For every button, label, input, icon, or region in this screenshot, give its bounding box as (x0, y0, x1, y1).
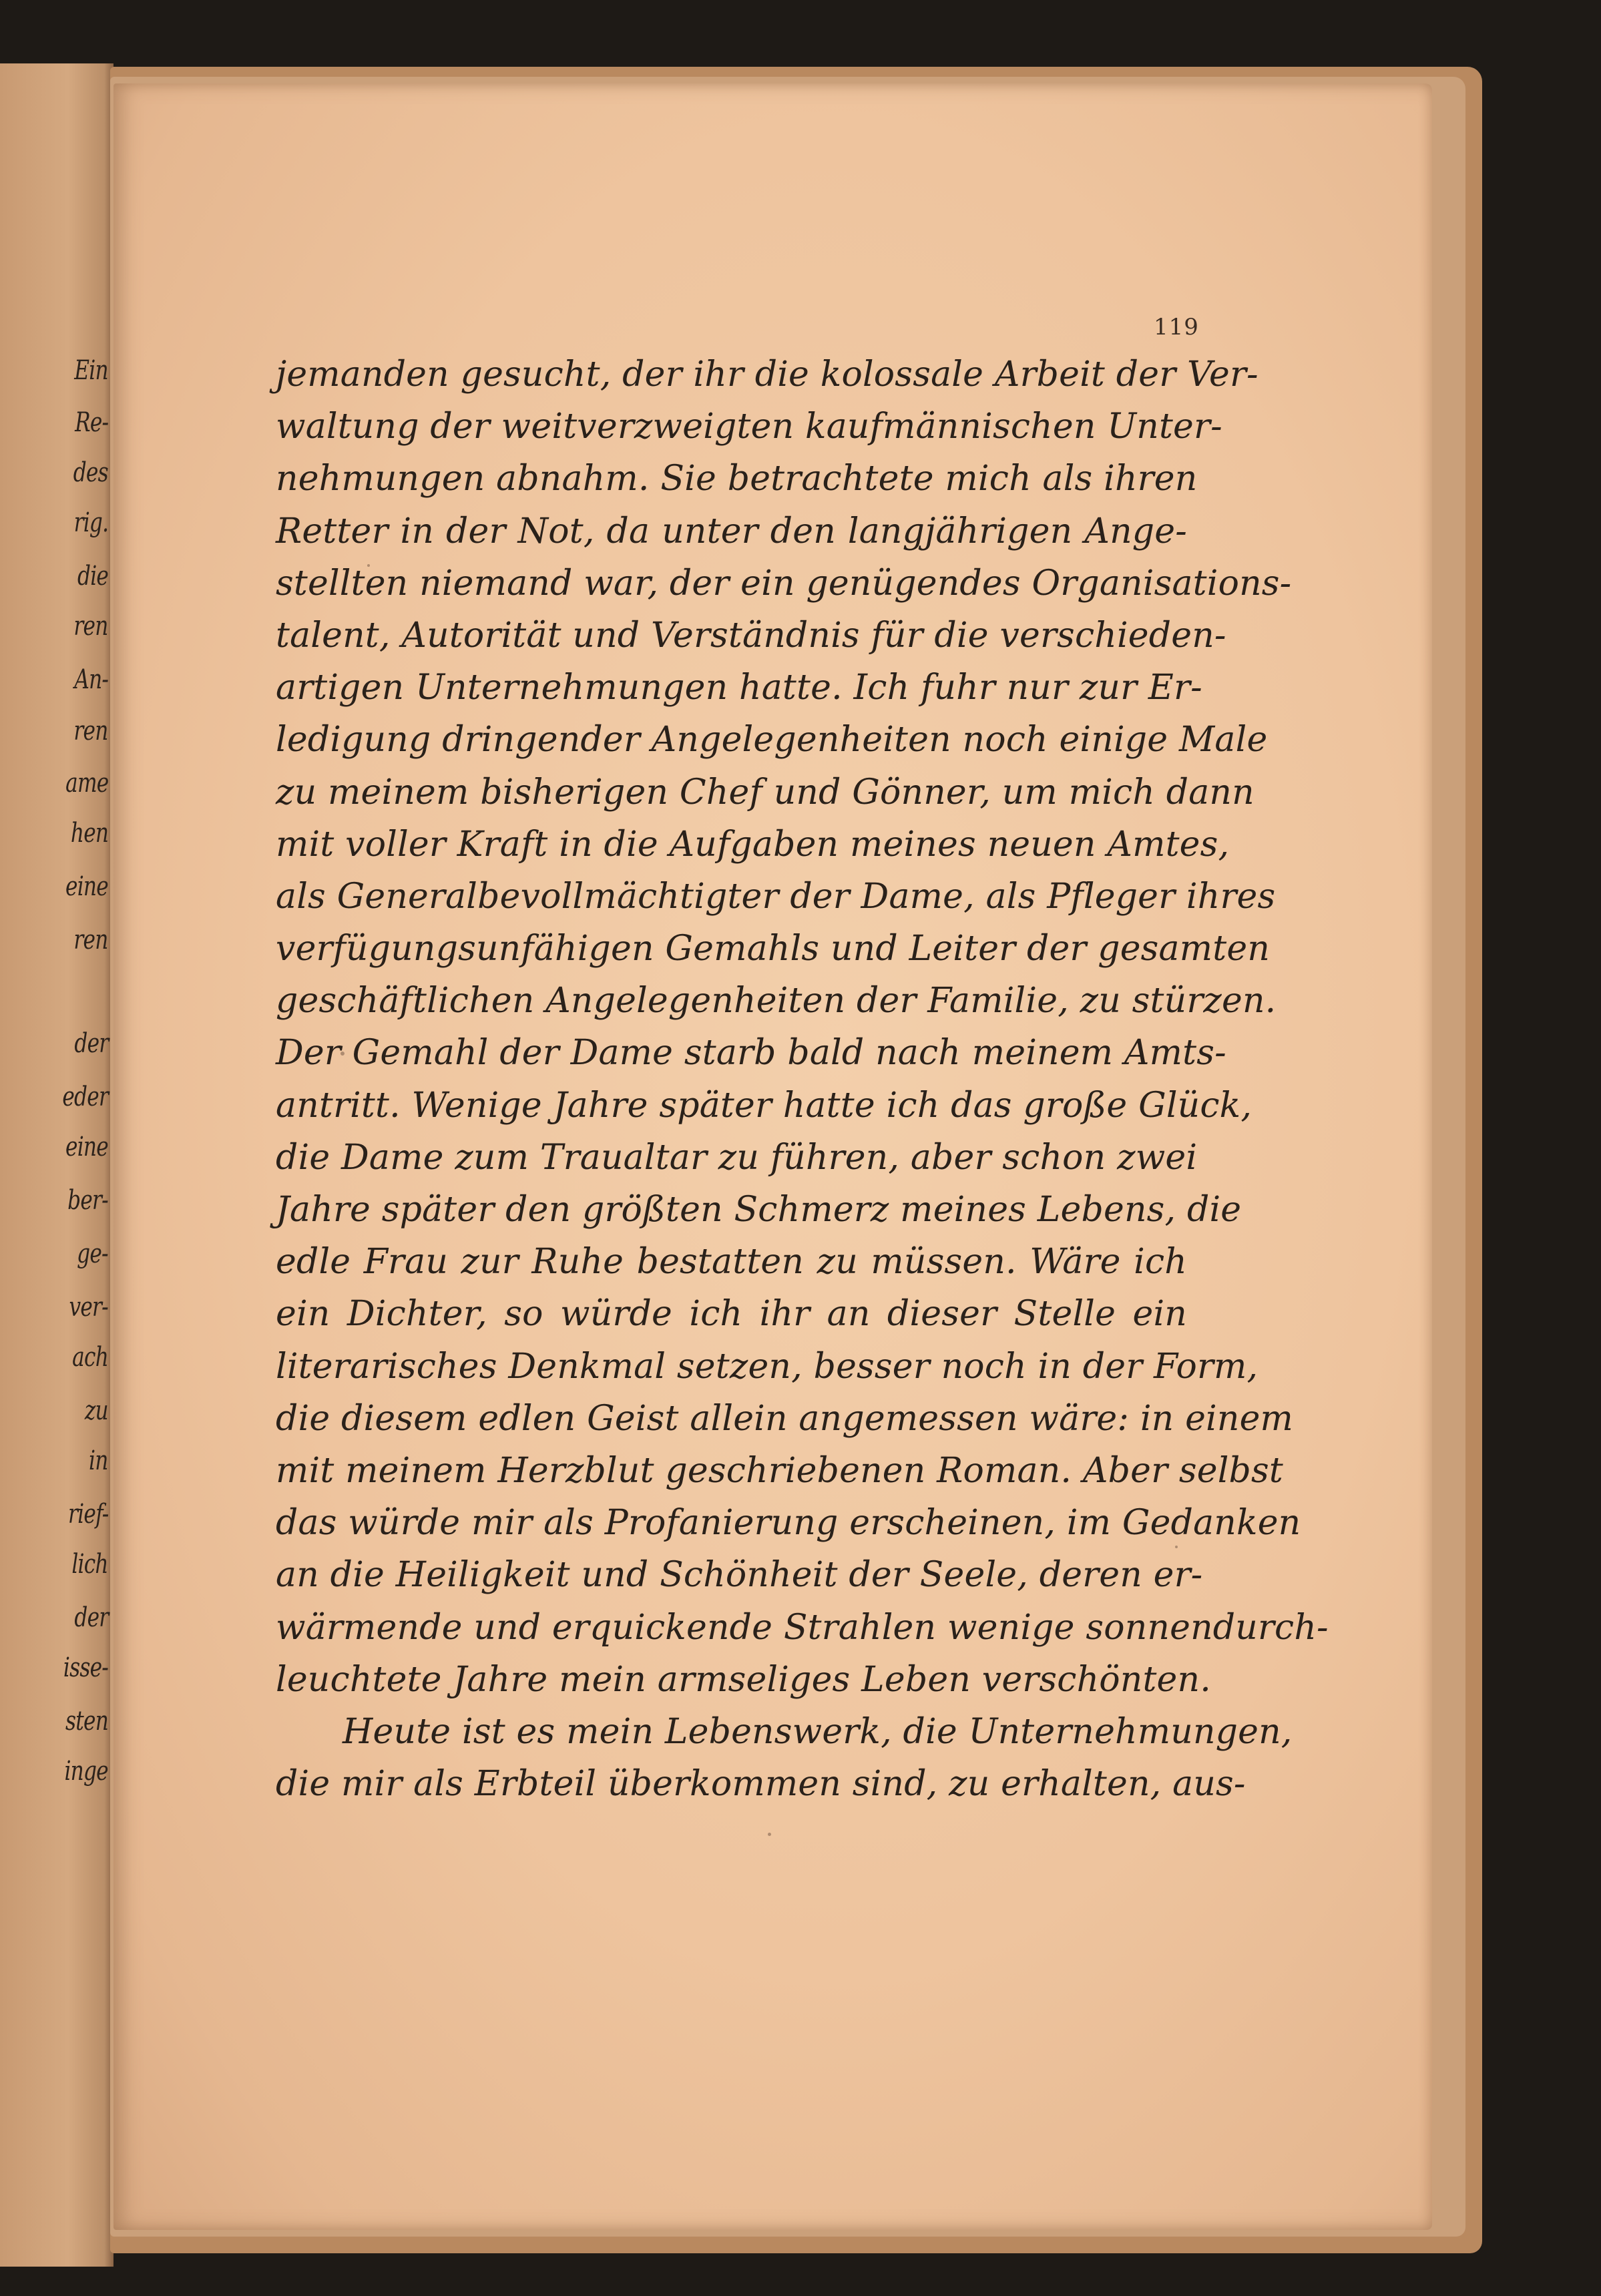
page-number: 119 (1154, 314, 1199, 340)
text-line: verfügungsunfähigen Gemahls und Leiter der gesamten (276, 929, 1271, 969)
text-line: mit voller Kraft in die Aufgaben meines neuen Amtes, (276, 824, 1230, 865)
previous-page-fragment: lich (71, 1549, 108, 1580)
text-line: Heute ist es mein Lebenswerk, die Unternehmungen, (342, 1711, 1293, 1752)
previous-page-fragment: ver- (69, 1292, 108, 1323)
text-line: Der Gemahl der Dame starb bald nach meinem Amts- (276, 1033, 1226, 1074)
previous-page-fragment: ren (73, 611, 108, 642)
text-line: die diesem edlen Geist allein angemessen wäre: in einem (276, 1398, 1294, 1439)
text-line: mit meinem Herzblut geschriebenen Roman. Aber selbst (276, 1450, 1284, 1491)
previous-page-fragment: isse- (63, 1652, 108, 1683)
text-line: waltung der weitverzweigten kaufmännischen Unter- (276, 407, 1222, 447)
previous-page-fragment: eine (65, 871, 108, 902)
text-line: artigen Unternehmungen hatte. Ich fuhr nur zur Er- (276, 668, 1202, 708)
previous-page-fragment: ge- (77, 1238, 108, 1269)
previous-page-fragment: Re- (74, 407, 108, 438)
text-line: ein Dichter, so würde ich ihr an dieser Stelle ein (276, 1294, 1187, 1335)
text-line: antritt. Wenige Jahre später hatte ich das große Glück, (276, 1085, 1252, 1126)
text-line: nehmungen abnahm. Sie betrachtete mich als ihren (276, 459, 1198, 499)
text-line: leuchtete Jahre mein armseliges Leben verschönten. (276, 1659, 1211, 1700)
previous-page-fragment: eder (62, 1082, 108, 1112)
previous-page-fragment: rief- (67, 1499, 108, 1530)
text-line: talent, Autorität und Verständnis für die verschieden- (276, 615, 1226, 656)
previous-page-fragment: ach (72, 1342, 108, 1373)
text-line: geschäftlichen Angelegenheiten der Familie, zu stürzen. (276, 981, 1277, 1021)
text-line: die mir als Erbteil überkommen sind, zu erhalten, aus- (276, 1764, 1246, 1805)
previous-page-fragment: ren (73, 716, 108, 746)
previous-page-fragment: inge (64, 1756, 108, 1787)
body-text (276, 349, 1329, 1810)
text-line: Retter in der Not, da unter den langjährigen Ange- (276, 511, 1187, 551)
text-line: literarisches Denkmal setzen, besser noch in der Form, (276, 1346, 1259, 1387)
previous-page-fragment: hen (70, 818, 108, 849)
previous-page-fragment: ren (73, 925, 108, 955)
text-line: stellten niemand war, der ein genügendes Organisations- (276, 563, 1292, 604)
previous-page-fragment: zu (85, 1395, 108, 1426)
text-line: jemanden gesucht, der ihr die kolossale Arbeit der Ver- (276, 355, 1259, 395)
text-line: als Generalbevollmächtigter der Dame, als Pfleger ihres (276, 876, 1276, 917)
previous-page-fragment: des (73, 457, 108, 488)
text-line: an die Heiligkeit und Schönheit der Seele, deren er- (276, 1555, 1203, 1596)
previous-page-fragment: der (73, 1602, 108, 1633)
text-line: edle Frau zur Ruhe bestatten zu müssen. Wäre ich (276, 1242, 1187, 1283)
previous-page-edge (0, 63, 113, 2267)
text-line: wärmende und erquickende Strahlen wenige sonnendurch- (276, 1607, 1329, 1648)
previous-page-fragment: rig. (73, 507, 108, 538)
previous-page-fragment: sten (65, 1706, 108, 1737)
text-line: zu meinem bisherigen Chef und Gönner, um mich dann (276, 772, 1254, 813)
text-line: ledigung dringender Angelegenheiten noch einige Male (276, 720, 1268, 760)
previous-page-text-fragments (1, 63, 108, 2267)
previous-page-fragment: Ein (74, 355, 108, 386)
previous-page-fragment: ber- (67, 1185, 108, 1216)
text-line: Jahre später den größten Schmerz meines Lebens, die (276, 1190, 1242, 1230)
text-line: das würde mir als Profanierung erscheinen, im Gedanken (276, 1503, 1301, 1544)
previous-page-fragment: ame (65, 768, 108, 798)
previous-page-fragment: An- (74, 664, 108, 695)
text-line: die Dame zum Traualtar zu führen, aber schon zwei (276, 1137, 1198, 1178)
previous-page-fragment: eine (65, 1132, 108, 1162)
previous-page-fragment: in (89, 1445, 108, 1476)
previous-page-fragment: der (73, 1028, 108, 1059)
previous-page-fragment: die (77, 561, 108, 592)
